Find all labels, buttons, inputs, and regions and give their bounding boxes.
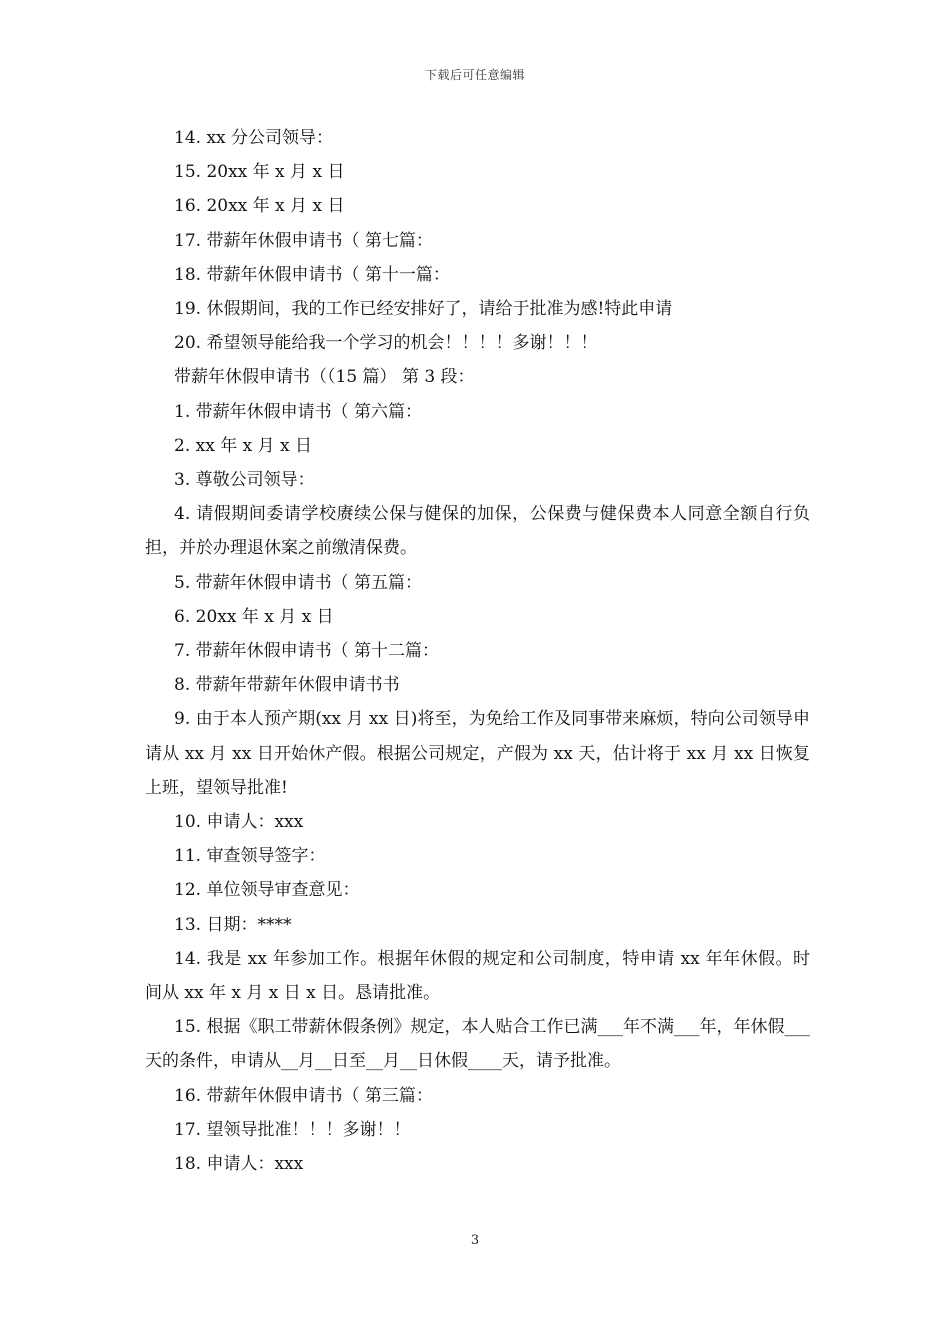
paragraph: 15. 20xx 年 x 月 x 日 xyxy=(174,162,345,183)
paragraph: 18. 申请人：xxx xyxy=(174,1154,304,1175)
paragraph: 11. 审查领导签字： xyxy=(174,846,326,867)
paragraph: 17. 带薪年休假申请书（ 第七篇： xyxy=(174,230,433,251)
paragraph: 1. 带薪年休假申请书（ 第六篇： xyxy=(174,401,423,422)
paragraph: 15. 根据《职工带薪休假条例》规定，本人贴合工作已满___年不满___年，年休假___天的条件，申请从__月__日至__月__日休假____天，请予批准。 xyxy=(145,1017,810,1072)
document-body xyxy=(145,121,810,1181)
paragraph: 14. 我是 xx 年参加工作。根据年休假的规定和公司制度，特申请 xx 年年休假。时间从 xx 年 x 月 x 日 x 日。恳请批准。 xyxy=(145,948,810,1004)
paragraph: 20. 希望领导能给我一个学习的机会！！！！多谢！！！ xyxy=(174,333,598,354)
page-number: 3 xyxy=(470,1233,480,1248)
paragraph: 16. 带薪年休假申请书（ 第三篇： xyxy=(174,1085,433,1106)
paragraph: 10. 申请人：xxx xyxy=(174,812,304,833)
paragraph: 16. 20xx 年 x 月 x 日 xyxy=(174,196,345,217)
paragraph: 7. 带薪年休假申请书（ 第十二篇： xyxy=(174,641,440,662)
paragraph: 3. 尊敬公司领导： xyxy=(174,470,315,491)
paragraph: 8. 带薪年带薪年休假申请书书 xyxy=(174,675,400,696)
paragraph: 19. 休假期间，我的工作已经安排好了，请给于批准为感!特此申请 xyxy=(174,299,673,320)
paragraph: 5. 带薪年休假申请书（ 第五篇： xyxy=(174,572,423,593)
paragraph: 6. 20xx 年 x 月 x 日 xyxy=(174,606,334,627)
paragraph: 9. 由于本人预产期(xx 月 xx 日)将至，为免给工作及同事带来麻烦，特向公司领导申请从 xx 月 xx 日开始休产假。根据公司规定，产假为 xx 天，估计将于 xx 月 xx 日恢复上班，望领导批准! xyxy=(145,709,810,798)
paragraph: 2. xx 年 x 月 x 日 xyxy=(174,435,312,456)
paragraph: 4. 请假期间委请学校赓续公保与健保的加保，公保费与健保费本人同意全额自行负担，并於办理退休案之前缴清保费。 xyxy=(145,504,810,559)
page-header: 下载后可任意编辑 xyxy=(424,68,525,82)
paragraph: 14. xx 分公司领导： xyxy=(174,128,334,148)
section-heading: 带薪年休假申请书（（15 篇） 第 3 段： xyxy=(174,367,475,388)
paragraph: 18. 带薪年休假申请书（ 第十一篇： xyxy=(174,264,450,285)
paragraph: 17. 望领导批准！！！多谢！！ xyxy=(174,1119,411,1140)
paragraph: 13. 日期：**** xyxy=(174,914,292,935)
paragraph: 12. 单位领导审查意见： xyxy=(174,880,360,901)
